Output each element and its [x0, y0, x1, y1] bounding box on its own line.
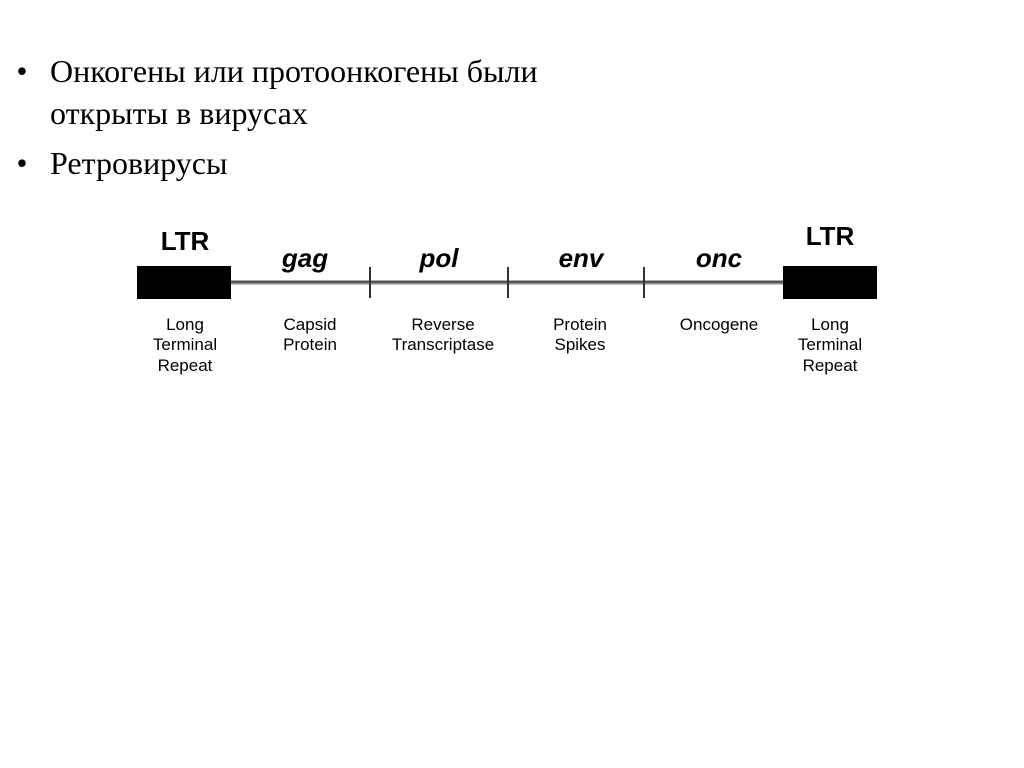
gene-desc-line: Transcriptase [391, 335, 495, 354]
bullet-text-line: открыты в вирусах [50, 95, 308, 131]
ltr-left-desc-line: Terminal [152, 335, 218, 354]
gene-name: gag [281, 243, 329, 273]
bullet-item [10, 50, 730, 134]
ltr-right-desc-line: Terminal [797, 335, 863, 354]
gene-desc-line: Protein [553, 315, 607, 334]
gene-name: env [558, 243, 604, 273]
ltr-right-name: LTR [805, 221, 855, 251]
bullet-text-line: Ретровирусы [50, 145, 228, 181]
bullet-list [10, 50, 730, 192]
bullet-text-line: Онкогены или протоонкогены были [50, 53, 538, 89]
ltr-left-block [137, 266, 231, 299]
ltr-right-block [783, 266, 877, 299]
bullet-dot-icon: • [16, 53, 28, 89]
ltr-right-desc-line: Long [811, 315, 849, 334]
bullet-dot-icon: • [16, 145, 28, 181]
ltr-right-desc-line: Repeat [802, 356, 858, 375]
bullet-item [10, 142, 730, 184]
gene-desc-line: Reverse [411, 315, 475, 334]
gene-name: pol [419, 243, 459, 273]
gene-desc-line: Protein [283, 335, 337, 354]
gene-desc-line: Spikes [554, 335, 606, 354]
gene-desc-line: Capsid [283, 315, 337, 334]
gene-desc-line: Oncogene [679, 315, 759, 334]
gene-name: onc [695, 243, 743, 273]
ltr-left-desc-line: Long [166, 315, 204, 334]
ltr-left-desc-line: Repeat [157, 356, 213, 375]
retrovirus-genome-diagram [130, 215, 890, 390]
ltr-left-name: LTR [160, 226, 210, 256]
